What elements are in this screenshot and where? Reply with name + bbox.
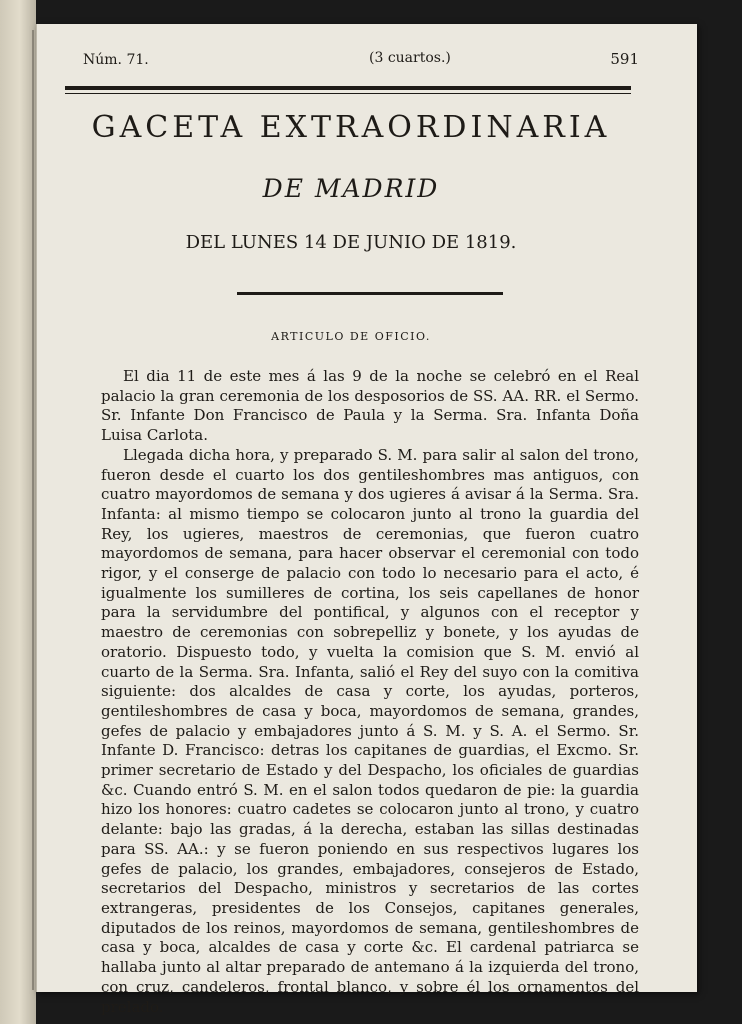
header-rule-thin <box>65 93 631 94</box>
issue-price: (3 cuartos.) <box>369 50 451 66</box>
page-header <box>83 52 643 74</box>
page-number: 591 <box>610 50 639 68</box>
section-title: ARTICULO DE OFICIO. <box>271 330 431 343</box>
date-rule <box>237 292 503 295</box>
issue-date: DEL LUNES 14 DE JUNIO DE 1819. <box>185 232 517 253</box>
masthead-title: GACETA EXTRAORDINARIA <box>91 110 611 145</box>
page-fold <box>32 30 34 990</box>
article-body <box>101 367 639 1017</box>
masthead-subtitle: DE MADRID <box>262 174 440 203</box>
article-paragraph: El dia 11 de este mes á las 9 de la noche se celebró en el Real palacio la gran ceremonia de los desposorios de SS. AA. RR. el Sermo. Sr. Infante Don Francisco de Paula y la Serma. Sra. Infanta Doña Luisa Carlota. <box>101 367 639 445</box>
newspaper-page <box>36 24 697 1016</box>
header-rule-thick <box>65 86 631 90</box>
article-paragraph: Llegada dicha hora, y preparado S. M. para salir al salon del trono, fueron desde el cuarto los dos gentileshombres mas antiguos, con cuatro mayordomos de semana y dos ugieres á avisar á la Serma. Sra. Infanta: al mismo tiempo se colocaron junto al trono la guardia del Rey, los ugieres, maestros de ceremonias, que fueron cuatro mayordomos de semana, para hacer observar el ceremonial con todo rigor, y el conserge de palacio con todo lo necesario para el acto, é igualmente los sumilleres de cortina, los seis capellanes de honor para la servidumbre del pontifical, y algunos con el receptor y maestro de ceremonias con sobrepelliz y bonete, y los ayudas de oratorio. Dispuesto todo, y vuelta la comision que S. M. envió al cuarto de la Serma. Sra. Infanta, salió el Rey del suyo con la comitiva siguiente: dos alcaldes de casa y corte, los ayudas, porteros, gentileshombres de casa y boca, mayordomos de semana, grandes, gefes de palacio y embajadores junto á S. M. y S. A. el Sermo. Sr. Infante D. Francisco: detras los capitanes de guardias, el Excmo. Sr. primer secretario de Estado y del Despacho, los oficiales de guardias &c. Cuando entró S. M. en el salon todos quedaron de pie: la guardia hizo los honores: cuatro cadetes se colocaron junto al trono, y cuatro delante: bajo las gradas, á la derecha, estaban las sillas destinadas para SS. AA.: y se fueron poniendo en sus respectivos lugares los gefes de palacio, los grandes, embajadores, consejeros de Estado, secretarios del Despacho, ministros y secretarios de las cortes extrangeras, presidentes de los Consejos, capitanes generales, diputados de los reinos, mayordomos de semana, gentileshombres de casa y boca, alcaldes de casa y corte &c. El cardenal patriarca se hallaba junto al altar preparado de antemano á la izquierda del trono, con cruz, candeleros, frontal blanco, y sobre él los ornamentos del prelado. <box>101 445 639 1016</box>
issue-number: Núm. 71. <box>83 52 149 68</box>
adjacent-page-edge <box>0 0 36 1024</box>
